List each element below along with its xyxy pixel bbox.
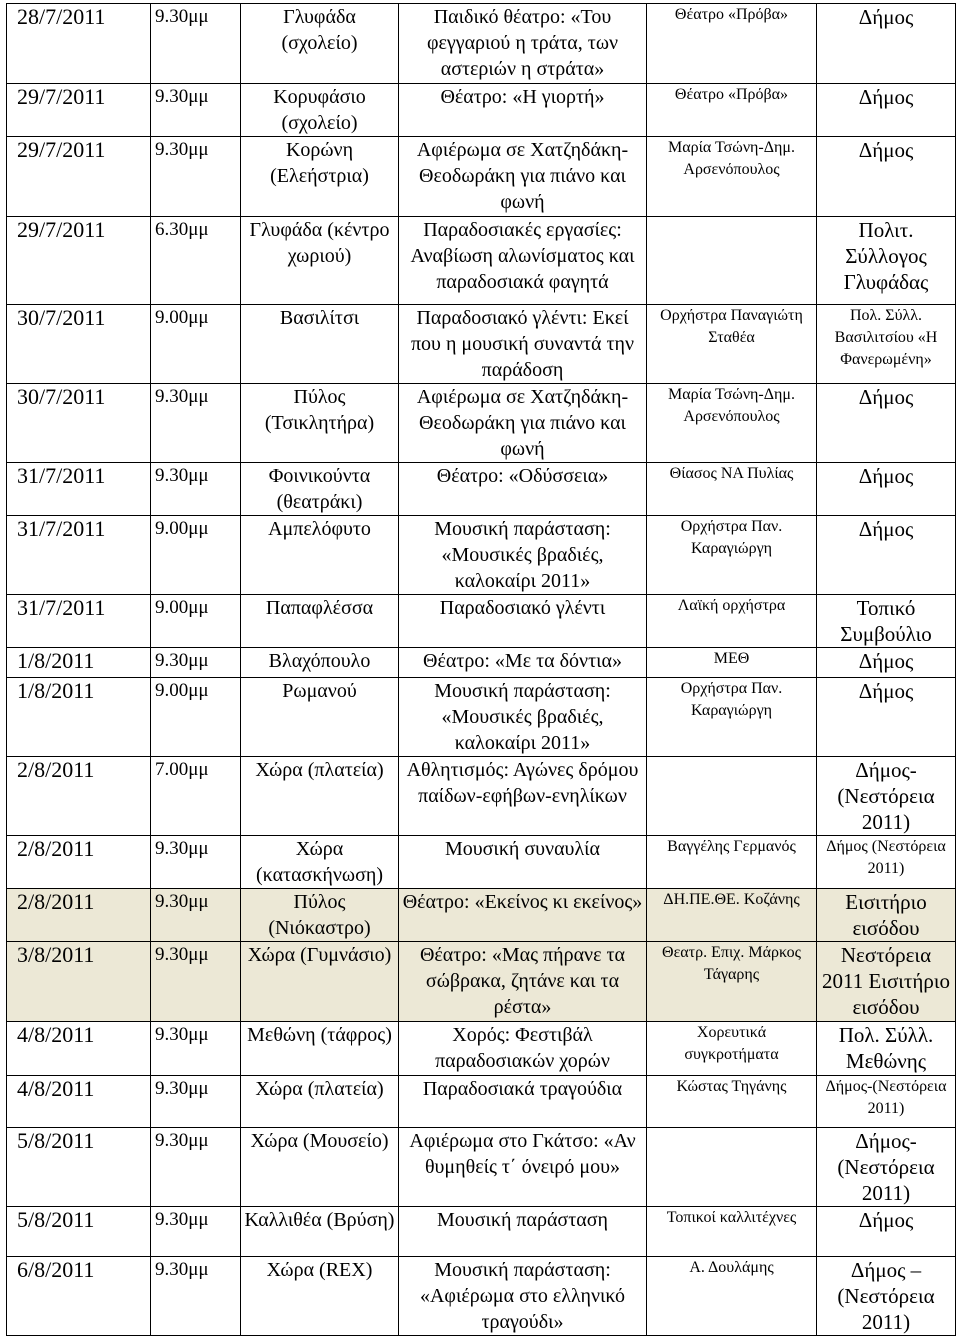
table-row (7, 942, 956, 1022)
events-schedule (6, 3, 955, 1336)
row-performer: Μαρία Τσώνη-Δημ. Αρσενόπουλος (647, 137, 817, 217)
row-organizer: Δήμος (817, 648, 956, 678)
row-organizer: Εισιτήριο εισόδου (817, 889, 956, 942)
table-row (7, 889, 956, 942)
row-date: 31/7/2011 (7, 516, 151, 595)
row-event: Παραδοσιακά τραγούδια (399, 1076, 647, 1128)
row-organizer: Δήμος (817, 463, 956, 516)
row-time: 9.30μμ (151, 1207, 241, 1257)
row-event: Αφιέρωμα στο Γκάτσο: «Αν θυμηθείς τ΄ όνειρό μου» (399, 1128, 647, 1207)
row-event: Μουσική παράσταση: «Μουσικές βραδιές, καλοκαίρι 2011» (399, 678, 647, 757)
row-time: 9.00μμ (151, 516, 241, 595)
row-performer: Ορχήστρα Παν. Καραγιώργη (647, 516, 817, 595)
row-place: Καλλιθέα (Βρύση) (241, 1207, 399, 1257)
row-organizer: Πολ. Σύλλ. Βασιλιτσίου «Η Φανερωμένη» (817, 305, 956, 384)
row-date: 6/8/2011 (7, 1257, 151, 1336)
row-place: Κορυφάσιο (σχολείο) (241, 84, 399, 137)
row-place: Βασιλίτσι (241, 305, 399, 384)
row-event: Παραδοσιακό γλέντι (399, 595, 647, 648)
row-performer (647, 757, 817, 836)
row-event: Θέατρο: «Εκείνος κι εκείνος» (399, 889, 647, 942)
row-date: 2/8/2011 (7, 757, 151, 836)
table-row (7, 384, 956, 463)
row-date: 31/7/2011 (7, 463, 151, 516)
row-time: 9.30μμ (151, 84, 241, 137)
row-place: Μεθώνη (τάφρος) (241, 1022, 399, 1076)
row-organizer: Πολ. Σύλλ. Μεθώνης (817, 1022, 956, 1076)
table-row (7, 1207, 956, 1257)
row-place: Χώρα (Γυμνάσιο) (241, 942, 399, 1022)
row-date: 3/8/2011 (7, 942, 151, 1022)
row-time: 9.30μμ (151, 648, 241, 678)
row-time: 9.30μμ (151, 4, 241, 84)
row-time: 9.30μμ (151, 889, 241, 942)
row-performer: Χορευτικά συγκροτήματα (647, 1022, 817, 1076)
row-date: 29/7/2011 (7, 217, 151, 305)
row-organizer: Δήμος-(Νεστόρεια 2011) (817, 757, 956, 836)
row-place: Πύλος (Τσικλητήρα) (241, 384, 399, 463)
row-event: Μουσική παράσταση: «Αφιέρωμα στο ελληνικό τραγούδι» (399, 1257, 647, 1336)
table-row (7, 648, 956, 678)
table-row (7, 217, 956, 305)
row-event: Μουσική παράσταση (399, 1207, 647, 1257)
table-row (7, 836, 956, 889)
row-organizer: Νεστόρεια 2011 Εισιτήριο εισόδου (817, 942, 956, 1022)
row-organizer: Δήμος-(Νεστόρεια 2011) (817, 1076, 956, 1128)
row-organizer: Πολιτ. Σύλλογος Γλυφάδας (817, 217, 956, 305)
row-place: Χώρα (πλατεία) (241, 757, 399, 836)
events-table (6, 3, 956, 1336)
row-organizer: Τοπικό Συμβούλιο (817, 595, 956, 648)
row-date: 1/8/2011 (7, 648, 151, 678)
row-date: 2/8/2011 (7, 889, 151, 942)
row-date: 5/8/2011 (7, 1207, 151, 1257)
row-date: 29/7/2011 (7, 84, 151, 137)
table-row (7, 678, 956, 757)
row-time: 7.00μμ (151, 757, 241, 836)
table-row (7, 4, 956, 84)
row-event: Αφιέρωμα σε Χατζηδάκη-Θεοδωράκη για πιάνο και φωνή (399, 137, 647, 217)
row-date: 30/7/2011 (7, 305, 151, 384)
row-time: 9.30μμ (151, 384, 241, 463)
row-organizer: Δήμος – (Νεστόρεια 2011) (817, 1257, 956, 1336)
row-time: 9.30μμ (151, 463, 241, 516)
row-date: 4/8/2011 (7, 1076, 151, 1128)
row-event: Θέατρο: «Οδύσσεια» (399, 463, 647, 516)
row-event: Μουσική συναυλία (399, 836, 647, 889)
row-performer: Λαϊκή ορχήστρα (647, 595, 817, 648)
table-row (7, 516, 956, 595)
row-date: 30/7/2011 (7, 384, 151, 463)
row-place: Πύλος (Νιόκαστρο) (241, 889, 399, 942)
table-row (7, 1128, 956, 1207)
row-place: Κορώνη (Ελεήστρια) (241, 137, 399, 217)
row-event: Αθλητισμός: Αγώνες δρόμου παίδων-εφήβων-ενηλίκων (399, 757, 647, 836)
row-event: Θέατρο: «Η γιορτή» (399, 84, 647, 137)
row-time: 9.30μμ (151, 1022, 241, 1076)
row-organizer: Δήμος (817, 4, 956, 84)
row-organizer: Δήμος (817, 678, 956, 757)
row-date: 31/7/2011 (7, 595, 151, 648)
row-performer (647, 1128, 817, 1207)
table-row (7, 84, 956, 137)
row-event: Θέατρο: «Με τα δόντια» (399, 648, 647, 678)
row-time: 9.00μμ (151, 678, 241, 757)
row-performer: ΜΕΘ (647, 648, 817, 678)
row-place: Γλυφάδα (κέντρο χωριού) (241, 217, 399, 305)
row-performer: ΔΗ.ΠΕ.ΘΕ. Κοζάνης (647, 889, 817, 942)
row-time: 9.30μμ (151, 836, 241, 889)
row-time: 9.30μμ (151, 942, 241, 1022)
row-place: Χώρα (REX) (241, 1257, 399, 1336)
row-time: 6.30μμ (151, 217, 241, 305)
events-table-body (7, 4, 956, 1336)
row-place: Ρωμανού (241, 678, 399, 757)
row-performer: Θέατρο «Πρόβα» (647, 84, 817, 137)
row-event: Παραδοσιακές εργασίες: Αναβίωση αλωνίσματος και παραδοσιακά φαγητά (399, 217, 647, 305)
table-row (7, 305, 956, 384)
row-organizer: Δήμος (817, 137, 956, 217)
row-event: Χορός: Φεστιβάλ παραδοσιακών χορών (399, 1022, 647, 1076)
row-time: 9.30μμ (151, 1128, 241, 1207)
row-performer: Ορχήστρα Παναγιώτη Σταθέα (647, 305, 817, 384)
table-row (7, 757, 956, 836)
row-event: Μουσική παράσταση: «Μουσικές βραδιές, καλοκαίρι 2011» (399, 516, 647, 595)
table-row (7, 1022, 956, 1076)
row-date: 2/8/2011 (7, 836, 151, 889)
table-row (7, 463, 956, 516)
row-date: 29/7/2011 (7, 137, 151, 217)
row-performer: Α. Δουλάμης (647, 1257, 817, 1336)
row-performer (647, 217, 817, 305)
table-row (7, 137, 956, 217)
row-place: Χώρα (πλατεία) (241, 1076, 399, 1128)
row-organizer: Δήμος (817, 516, 956, 595)
row-place: Χώρα (Μουσείο) (241, 1128, 399, 1207)
row-organizer: Δήμος (817, 384, 956, 463)
table-row (7, 595, 956, 648)
row-organizer: Δήμος (Νεστόρεια 2011) (817, 836, 956, 889)
row-event: Παραδοσιακό γλέντι: Εκεί που η μουσική συναντά την παράδοση (399, 305, 647, 384)
row-place: Βλαχόπουλο (241, 648, 399, 678)
row-organizer: Δήμος (817, 84, 956, 137)
row-place: Γλυφάδα (σχολείο) (241, 4, 399, 84)
row-time: 9.00μμ (151, 305, 241, 384)
row-place: Αμπελόφυτο (241, 516, 399, 595)
row-event: Θέατρο: «Μας πήρανε τα σώβρακα, ζητάνε και τα ρέστα» (399, 942, 647, 1022)
row-date: 4/8/2011 (7, 1022, 151, 1076)
row-date: 5/8/2011 (7, 1128, 151, 1207)
row-date: 1/8/2011 (7, 678, 151, 757)
row-performer: Βαγγέλης Γερμανός (647, 836, 817, 889)
table-row (7, 1257, 956, 1336)
row-time: 9.00μμ (151, 595, 241, 648)
row-performer: Θεατρ. Επιχ. Μάρκος Τάγαρης (647, 942, 817, 1022)
row-performer: Μαρία Τσώνη-Δημ. Αρσενόπουλος (647, 384, 817, 463)
row-time: 9.30μμ (151, 1076, 241, 1128)
row-organizer: Δήμος (817, 1207, 956, 1257)
row-performer: Θίασος ΝΑ Πυλίας (647, 463, 817, 516)
row-event: Αφιέρωμα σε Χατζηδάκη-Θεοδωράκη για πιάνο και φωνή (399, 384, 647, 463)
row-performer: Κώστας Τηγάνης (647, 1076, 817, 1128)
row-time: 9.30μμ (151, 137, 241, 217)
row-performer: Τοπικοί καλλιτέχνες (647, 1207, 817, 1257)
row-date: 28/7/2011 (7, 4, 151, 84)
row-place: Φοινικούντα (θεατράκι) (241, 463, 399, 516)
row-organizer: Δήμος-(Νεστόρεια 2011) (817, 1128, 956, 1207)
row-event: Παιδικό θέατρο: «Του φεγγαριού η τράτα, των αστεριών η στράτα» (399, 4, 647, 84)
row-performer: Ορχήστρα Παν. Καραγιώργη (647, 678, 817, 757)
table-row (7, 1076, 956, 1128)
row-place: Παπαφλέσσα (241, 595, 399, 648)
row-performer: Θέατρο «Πρόβα» (647, 4, 817, 84)
row-time: 9.30μμ (151, 1257, 241, 1336)
row-place: Χώρα (κατασκήνωση) (241, 836, 399, 889)
